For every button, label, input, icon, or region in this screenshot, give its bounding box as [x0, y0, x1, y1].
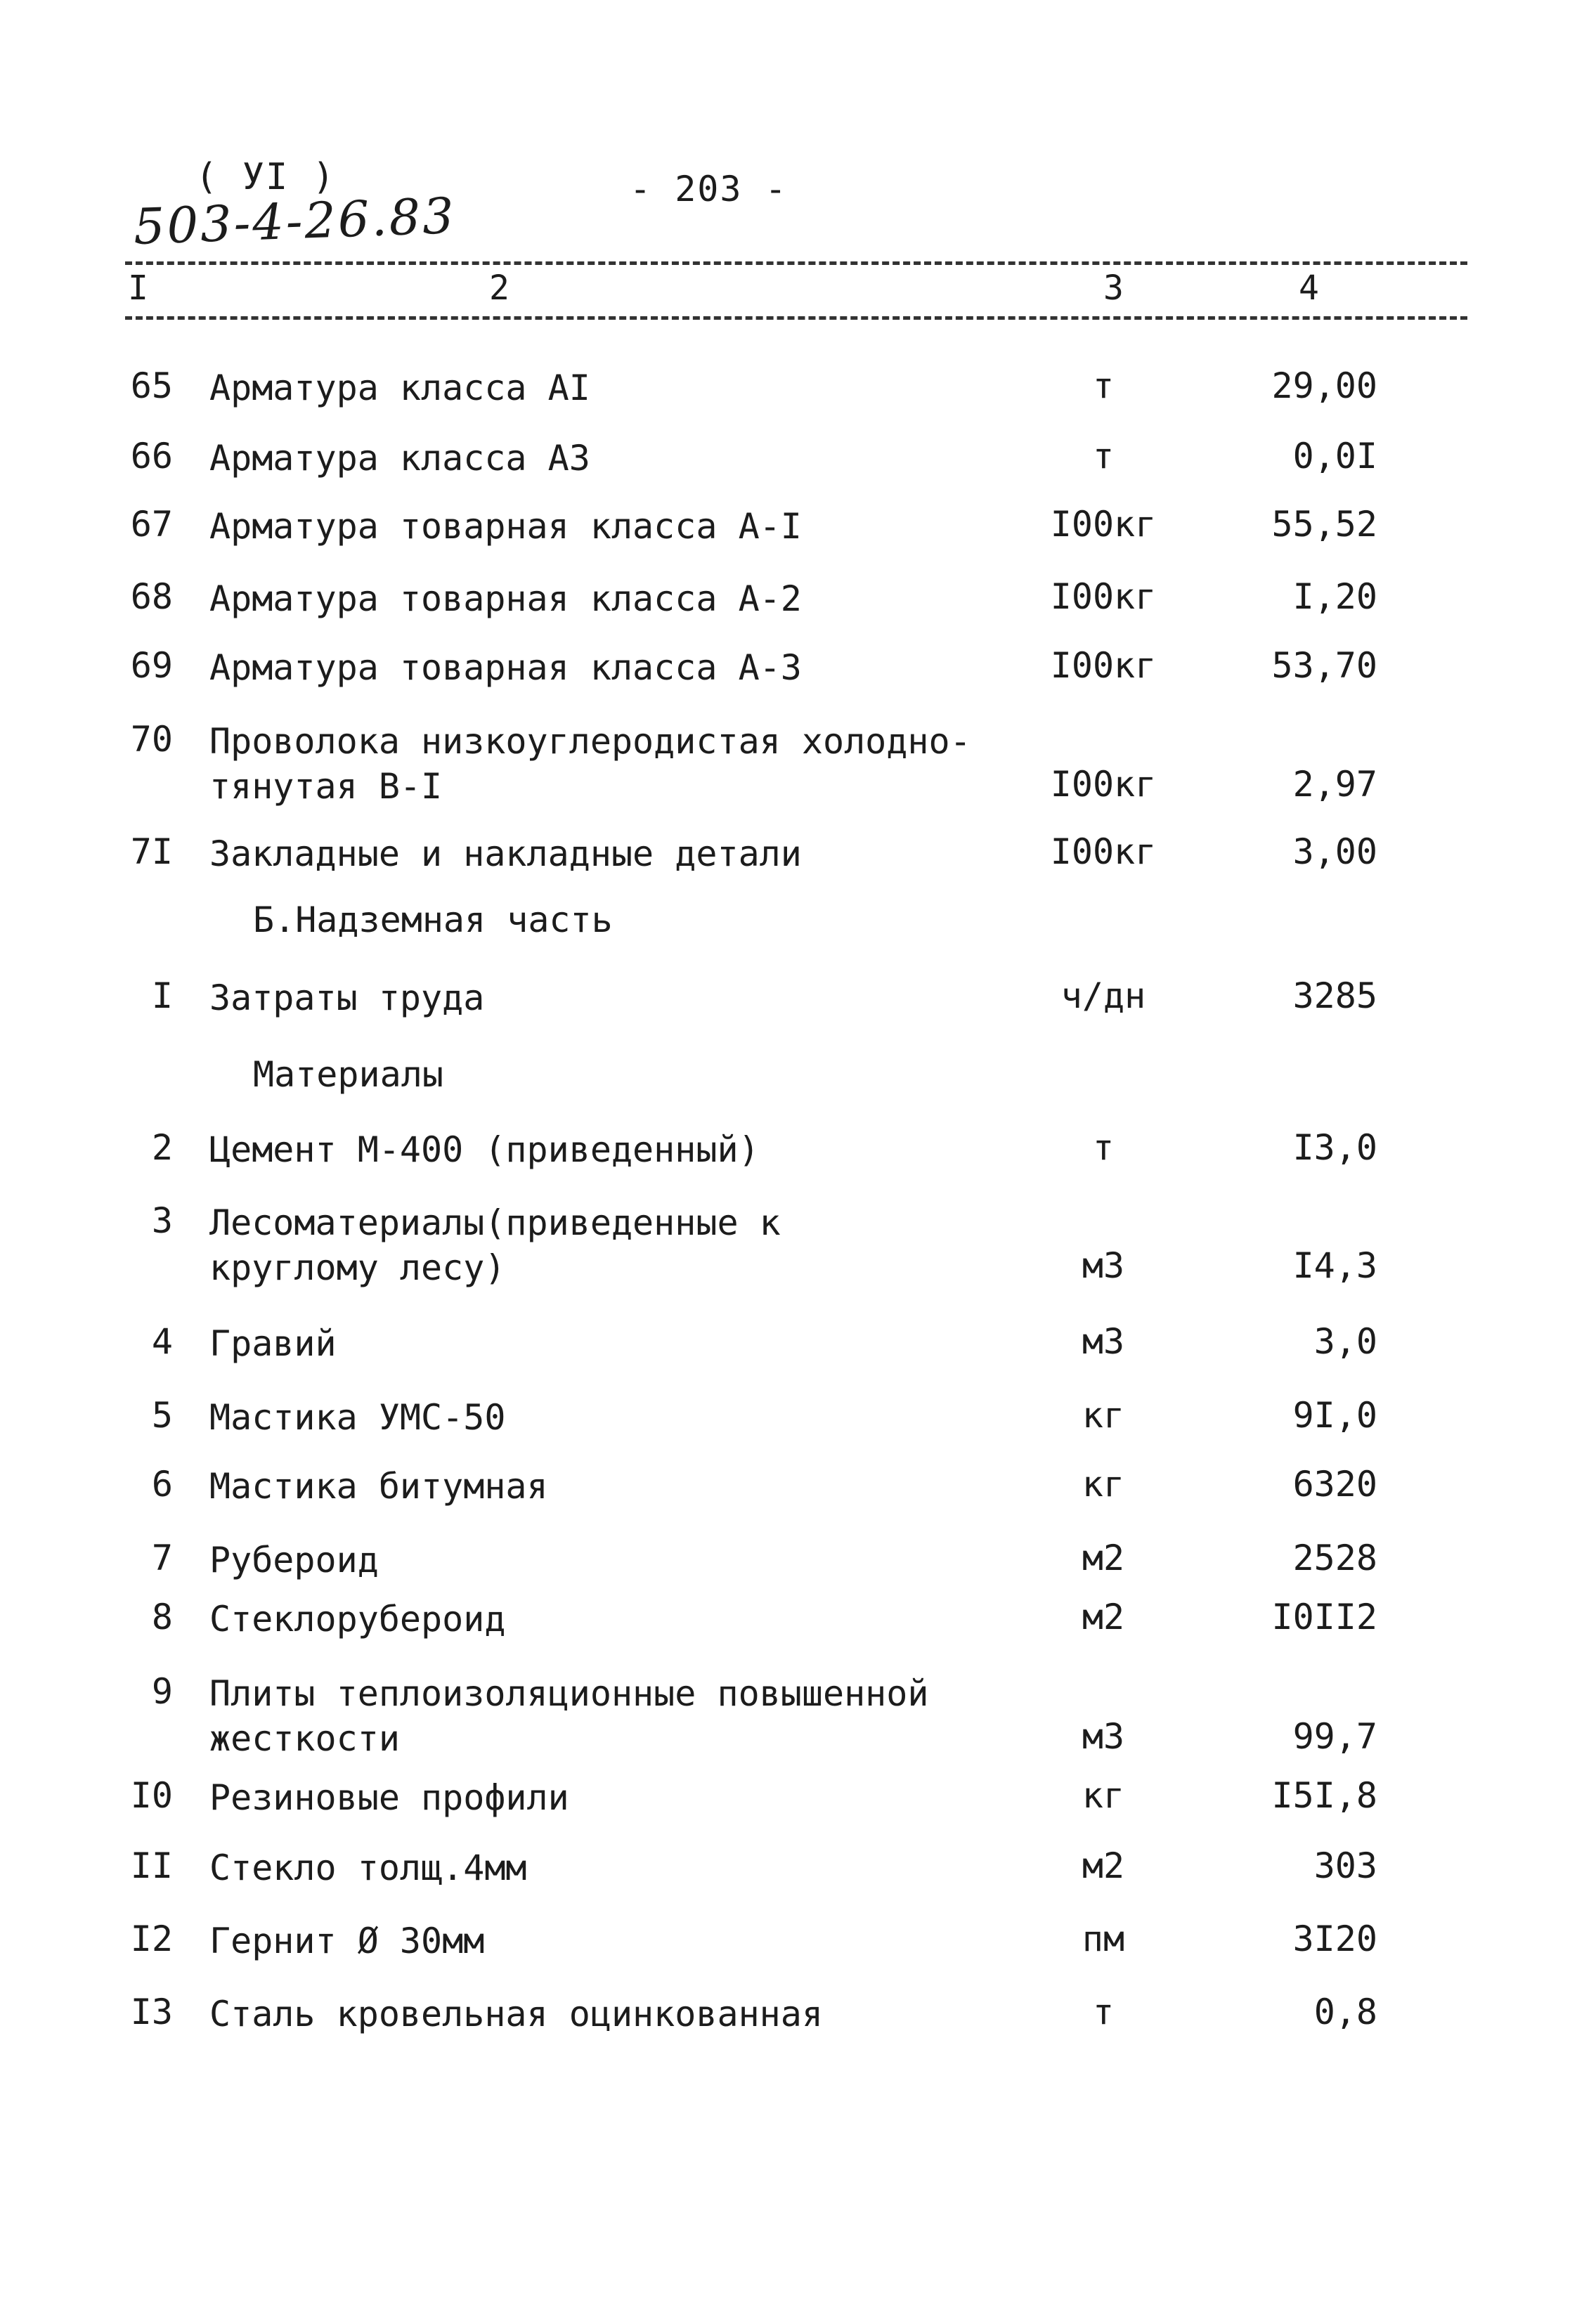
row-unit: ч/дн — [1060, 975, 1146, 1016]
row-name-line: жесткости — [209, 1718, 400, 1759]
row-quantity: I4,3 — [1292, 1245, 1377, 1286]
row-name — [209, 1538, 1018, 1583]
row-quantity: I0II2 — [1271, 1597, 1377, 1637]
row-quantity: 6320 — [1292, 1464, 1377, 1505]
row-number: 3 — [151, 1200, 173, 1241]
row-name — [209, 1597, 1018, 1642]
row-quantity: 3,00 — [1292, 831, 1377, 872]
row-unit: м2 — [1082, 1597, 1125, 1637]
row-quantity: 3285 — [1292, 975, 1377, 1016]
row-unit: I00кг — [1050, 764, 1157, 805]
row-unit: кг — [1082, 1464, 1125, 1505]
row-number: 65 — [130, 365, 173, 406]
row-number: 70 — [130, 719, 173, 760]
row-name-line: Плиты теплоизоляционные повышенной — [209, 1673, 929, 1714]
sheet-code: ( УI ) — [195, 156, 336, 198]
row-unit: м2 — [1082, 1845, 1125, 1886]
row-quantity: 9I,0 — [1292, 1395, 1377, 1436]
row-number: 7 — [151, 1538, 173, 1578]
row-unit: т — [1092, 436, 1115, 476]
section-heading: Б.Надземная часть — [253, 900, 613, 940]
row-number: 5 — [151, 1395, 173, 1436]
row-name-line: Мастика УМС-50 — [209, 1397, 506, 1438]
row-name — [209, 1200, 1018, 1290]
row-name — [209, 1845, 1018, 1890]
row-quantity: I,20 — [1292, 576, 1377, 617]
row-quantity: 29,00 — [1271, 365, 1377, 406]
row-name-line: Проволока низкоуглеродистая холодно- — [209, 721, 971, 762]
row-name — [209, 504, 1018, 549]
row-name-line: Рубероид — [209, 1540, 379, 1580]
row-number: 68 — [130, 576, 173, 617]
row-number: 7I — [130, 831, 173, 872]
row-unit: I00кг — [1050, 576, 1157, 617]
row-name — [209, 1919, 1018, 1963]
row-name — [209, 365, 1018, 410]
row-unit: кг — [1082, 1775, 1125, 1816]
row-number: 4 — [151, 1321, 173, 1362]
row-quantity: 0,8 — [1313, 1992, 1377, 2032]
row-unit: т — [1092, 1992, 1115, 2032]
row-name — [209, 576, 1018, 621]
column-header-3: 3 — [1103, 268, 1124, 308]
header-rule-top — [125, 261, 1467, 265]
row-name — [209, 1992, 1018, 2037]
row-unit: I00кг — [1050, 831, 1157, 872]
row-quantity: I5I,8 — [1271, 1775, 1377, 1816]
row-name-line: Цемент М-400 (приведенный) — [209, 1129, 760, 1170]
materials-heading: Материалы — [253, 1054, 443, 1095]
row-unit: м3 — [1082, 1245, 1125, 1286]
header-rule-bottom — [125, 316, 1467, 320]
row-name-line: Стекло толщ.4мм — [209, 1848, 527, 1888]
row-name-line: Резиновые профили — [209, 1777, 569, 1818]
row-quantity: 3I20 — [1292, 1919, 1377, 1959]
row-name-line: Лесоматериалы(приведенные к — [209, 1202, 781, 1243]
row-quantity: 99,7 — [1292, 1716, 1377, 1757]
row-name — [209, 831, 1018, 876]
row-name-line: тянутая В-I — [209, 766, 443, 807]
row-name-line: Арматура класса А3 — [209, 438, 590, 479]
row-name — [209, 1395, 1018, 1440]
row-number: 66 — [130, 436, 173, 476]
row-name — [209, 1321, 1018, 1366]
row-unit: I00кг — [1050, 504, 1157, 545]
row-number: I2 — [130, 1919, 173, 1959]
row-name-line: Арматура товарная класса А-2 — [209, 578, 802, 619]
row-unit: т — [1092, 365, 1115, 406]
row-name-line: Мастика битумная — [209, 1466, 548, 1507]
row-number: 2 — [151, 1127, 173, 1168]
row-quantity: 55,52 — [1271, 504, 1377, 545]
row-name-line: Закладные и накладные детали — [209, 833, 802, 874]
row-number: 9 — [151, 1671, 173, 1712]
row-quantity: 53,70 — [1271, 645, 1377, 686]
project-number: 503-4-26.83 — [132, 187, 457, 256]
row-number: 67 — [130, 504, 173, 545]
column-header-2: 2 — [489, 268, 510, 308]
row-name — [209, 1127, 1018, 1172]
row-name — [209, 719, 1018, 809]
row-name-line: Арматура товарная класса А-3 — [209, 647, 802, 688]
row-number: I0 — [130, 1775, 173, 1816]
row-name-line: Арматура класса АI — [209, 368, 590, 408]
row-quantity: 303 — [1313, 1845, 1377, 1886]
row-quantity: 2528 — [1292, 1538, 1377, 1578]
row-name — [209, 1464, 1018, 1509]
row-number: 69 — [130, 645, 173, 686]
column-header-4: 4 — [1299, 268, 1319, 308]
row-name — [209, 1671, 1018, 1761]
row-quantity: 0,0I — [1292, 436, 1377, 476]
row-quantity: 2,97 — [1292, 764, 1377, 805]
row-number: II — [130, 1845, 173, 1886]
row-name-line: Арматура товарная класса А-I — [209, 506, 802, 547]
column-header-1: I — [128, 268, 148, 308]
row-unit: м3 — [1082, 1321, 1125, 1362]
row-unit: кг — [1082, 1395, 1125, 1436]
row-name-line: Гернит Ø 30мм — [209, 1921, 485, 1961]
row-number: 6 — [151, 1464, 173, 1505]
row-number: 8 — [151, 1597, 173, 1637]
row-name-line: круглому лесу) — [209, 1247, 506, 1288]
row-name — [209, 436, 1018, 481]
row-number: I3 — [130, 1992, 173, 2032]
row-unit: м3 — [1082, 1716, 1125, 1757]
row-name — [209, 645, 1018, 690]
row-unit: м2 — [1082, 1538, 1125, 1578]
row-unit: пм — [1082, 1919, 1125, 1959]
row-number: I — [151, 975, 173, 1016]
row-name-line: Стеклорубероид — [209, 1599, 506, 1640]
row-unit: I00кг — [1050, 645, 1157, 686]
row-quantity: I3,0 — [1292, 1127, 1377, 1168]
page-number: - 203 - — [630, 169, 788, 209]
row-name-line: Затраты труда — [209, 978, 485, 1018]
row-quantity: 3,0 — [1313, 1321, 1377, 1362]
row-name — [209, 1775, 1018, 1820]
row-name — [209, 975, 1018, 1020]
row-name-line: Сталь кровельная оцинкованная — [209, 1994, 823, 2034]
row-name-line: Гравий — [209, 1323, 337, 1364]
row-unit: т — [1092, 1127, 1115, 1168]
